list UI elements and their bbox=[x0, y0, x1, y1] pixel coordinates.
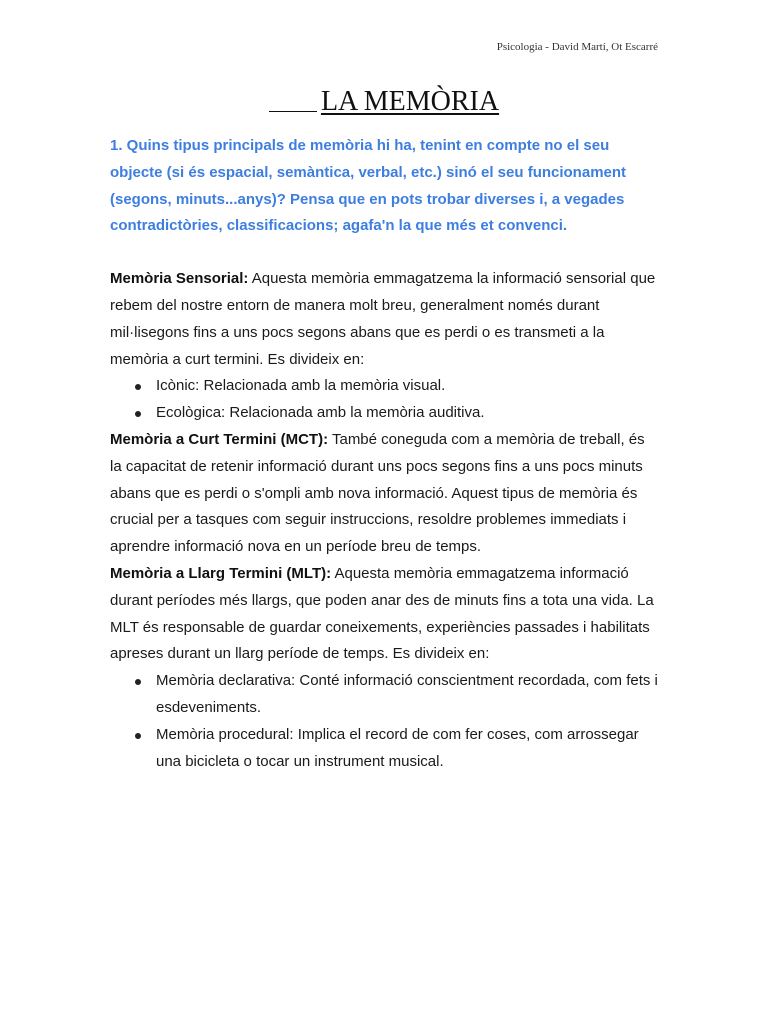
list-item: Memòria procedural: Implica el record de com fer coses, com arrossegar una bicicleta o tocar un instrument musical. bbox=[156, 722, 658, 776]
list-item: Memòria declarativa: Conté informació conscientment recordada, com fets i esdeveniments. bbox=[156, 668, 658, 722]
section-mlt bbox=[110, 561, 658, 668]
page-header: Psicologia - David Martí, Ot Escarré bbox=[496, 41, 658, 53]
title-text: LA MEMÒRIA bbox=[320, 86, 500, 117]
section-term: Memòria Sensorial: bbox=[110, 270, 249, 288]
section-term: Memòria a Curt Termini (MCT): bbox=[110, 430, 329, 448]
section-text: Aquesta memòria emmagatzema informació durant períodes més llargs, que poden anar des de minuts fins a tota una vida. La MLT és responsable de guardar coneixements, experiències passades i habilitats apreses durant un llarg període de temps. Es divideix en: bbox=[110, 564, 654, 663]
spacer bbox=[110, 240, 658, 266]
section-term: Memòria a Llarg Termini (MLT): bbox=[110, 564, 332, 582]
bullet-list-sensorial bbox=[110, 373, 658, 427]
title-underline-lead bbox=[269, 111, 317, 112]
section-sensorial bbox=[110, 266, 658, 373]
section-mct bbox=[110, 427, 658, 561]
question-text: 1. Quins tipus principals de memòria hi ha, tenint en compte no el seu objecte (si és espacial, semàntica, verbal, etc.) sinó el seu funcionament (segons, minuts...anys)? Pensa que en pots trobar diverses i, a vegades contradictòries, classificacions; agafa'n la que més et convenci. bbox=[110, 137, 627, 235]
section-text: També coneguda com a memòria de treball, és la capacitat de retenir informació durant uns pocs segons fins a uns pocs minuts abans que es perdi o s'ompli amb nova informació. Aquest tipus de memòria és crucial per a tasques com seguir instruccions, resoldre problemes immediats i aprendre informació nova en un període breu de temps. bbox=[110, 430, 645, 556]
document-body bbox=[110, 133, 658, 775]
list-item: Icònic: Relacionada amb la memòria visual. bbox=[156, 373, 658, 400]
bullet-list-mlt bbox=[110, 668, 658, 775]
document-title bbox=[0, 86, 768, 118]
list-item: Ecològica: Relacionada amb la memòria auditiva. bbox=[156, 400, 658, 427]
section-text: Aquesta memòria emmagatzema la informació sensorial que rebem del nostre entorn de manera molt breu, generalment només durant mil·lisegons fins a uns pocs segons abans que es perdi o es transmeti a la memòria a curt termini. Es divideix en: bbox=[110, 270, 656, 368]
